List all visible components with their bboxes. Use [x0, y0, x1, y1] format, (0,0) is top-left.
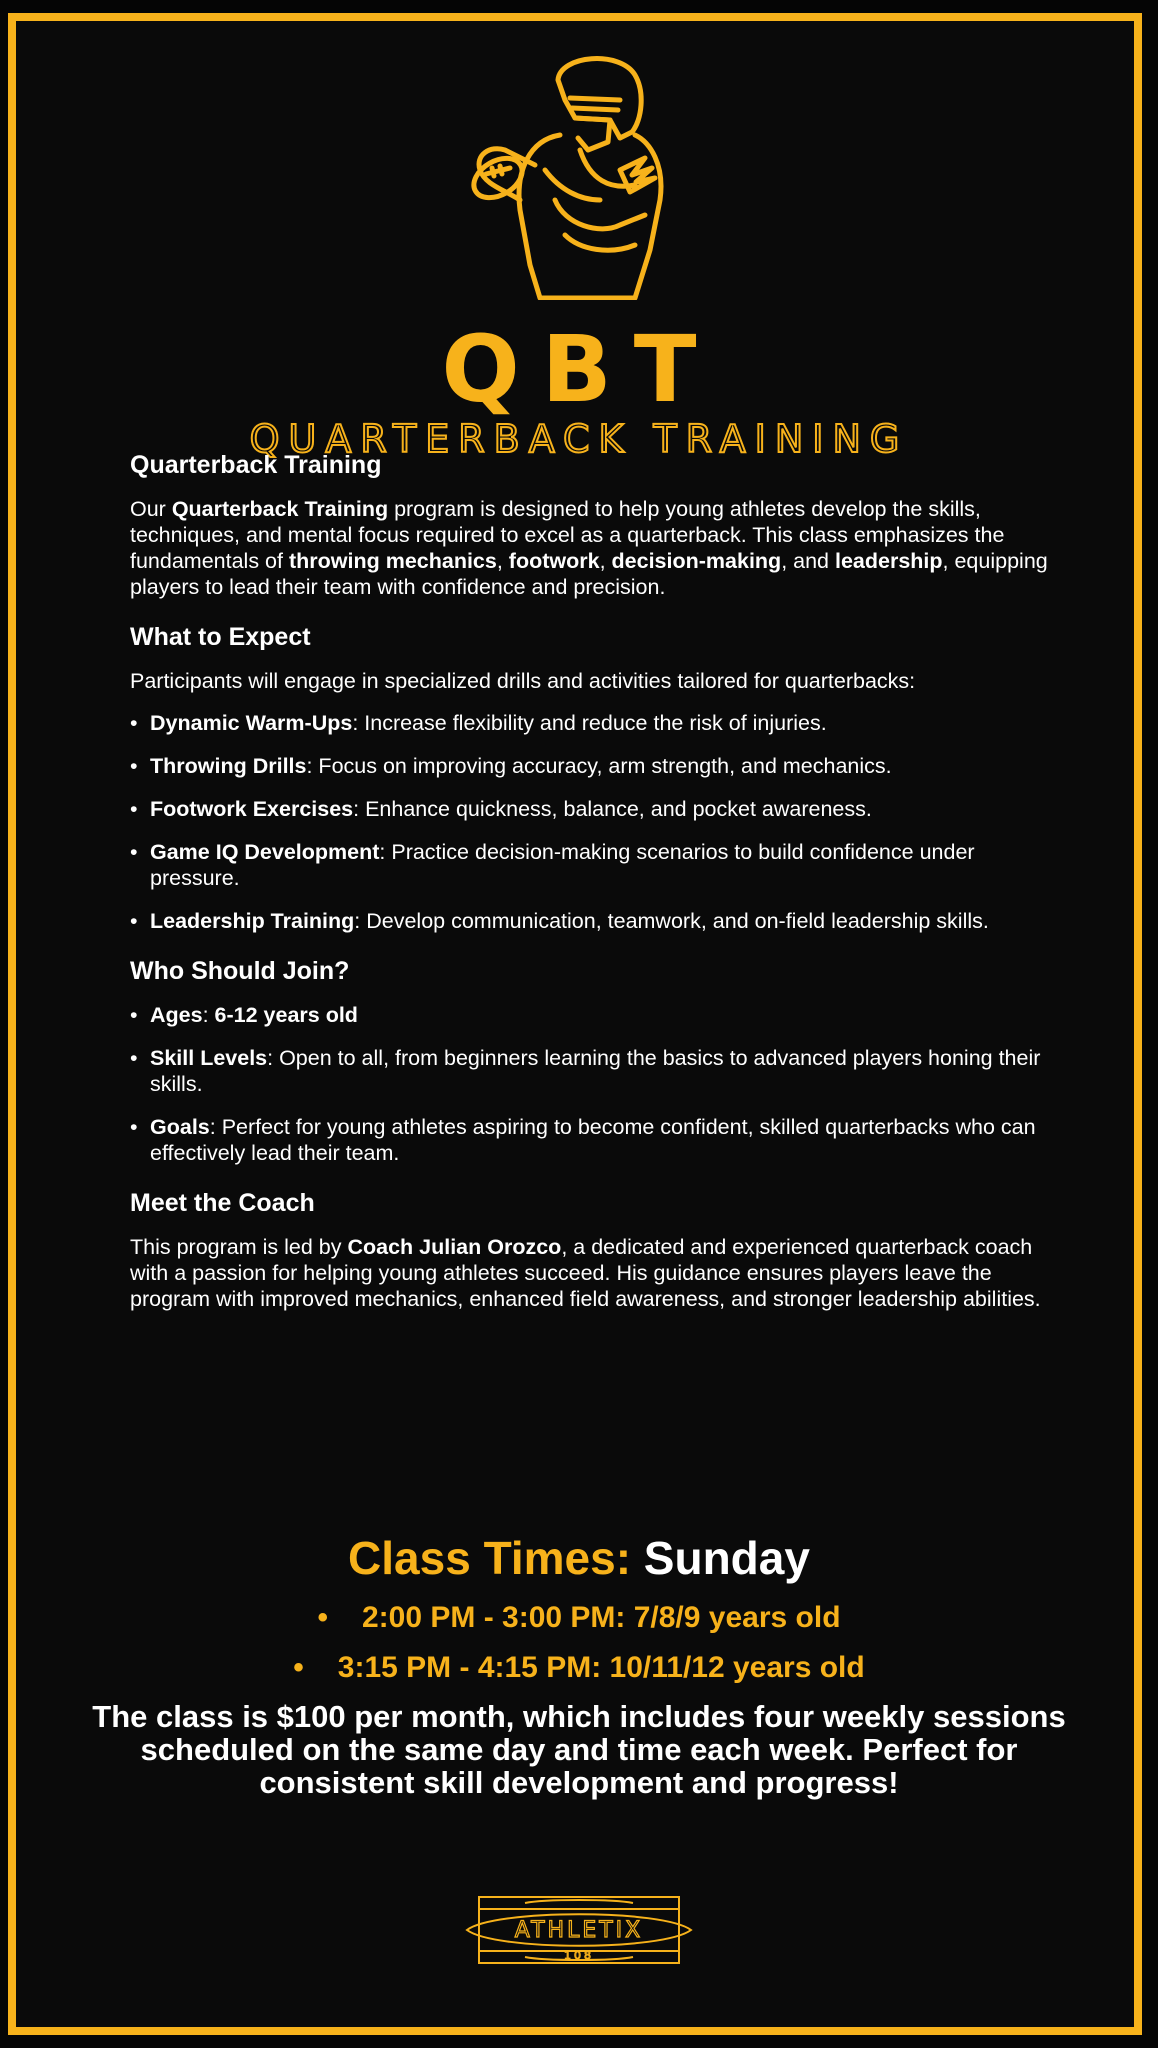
- class-times-label: Class Times:: [348, 1532, 632, 1584]
- athletix-number: 108: [564, 1949, 594, 1962]
- expect-list: [130, 710, 1050, 934]
- list-item: • Skill Levels: Open to all, from beginners learning the basics to advanced players honing their skills.: [130, 1045, 1050, 1097]
- intro-paragraph: Our Quarterback Training program is designed to help young athletes develop the skills, techniques, and mental focus required to excel as a quarterback. This class emphasizes the fundamentals of throwing mechanics, footwork, decision-making, and leadership, equipping players to lead their team with confidence and precision.: [130, 497, 1048, 599]
- quarterback-illustration-icon: [460, 50, 700, 300]
- list-item: • Goals: Perfect for young athletes aspiring to become confident, skilled quarterbacks who can effectively lead their team.: [130, 1114, 1050, 1166]
- pricing-text: The class is $100 per month, which includes four weekly sessions scheduled on the same day and time each week. Perfect for consistent skill development and progress!: [92, 1699, 1066, 1800]
- class-times: [0, 1530, 1158, 1686]
- list-item: • Game IQ Development: Practice decision-making scenarios to build confidence under pressure.: [130, 839, 1050, 891]
- time-slot: • 2:00 PM - 3:00 PM: 7/8/9 years old: [317, 1601, 841, 1634]
- join-heading: Who Should Join?: [130, 957, 350, 985]
- quarterback-training-title: QUARTERBACK TRAINING: [249, 417, 909, 461]
- class-day: Sunday: [643, 1532, 810, 1584]
- athletix-logo-icon: [465, 1895, 693, 1965]
- qbt-logo: [0, 50, 1158, 461]
- intro-heading: Quarterback Training: [130, 451, 382, 479]
- coach-paragraph: This program is led by Coach Julian Orozco, a dedicated and experienced quarterback coach with a passion for helping young athletes succeed. His guidance ensures players leave the program with improved mechanics, enhanced field awareness, and stronger leadership abilities.: [130, 1235, 1041, 1311]
- qbt-logo-text: QBT: [441, 316, 719, 423]
- list-item: • Footwork Exercises: Enhance quickness, balance, and pocket awareness.: [130, 796, 1050, 822]
- time-slot: • 3:15 PM - 4:15 PM: 10/11/12 years old: [293, 1651, 865, 1684]
- list-item: • Throwing Drills: Focus on improving accuracy, arm strength, and mechanics.: [130, 753, 1050, 779]
- class-times-heading: [0, 1530, 1158, 1586]
- list-item: • Dynamic Warm-Ups: Increase flexibility and reduce the risk of injuries.: [130, 710, 1050, 736]
- program-description: [130, 450, 1050, 1328]
- expect-lead: Participants will engage in specialized drills and activities tailored for quarterbacks:: [130, 669, 916, 693]
- athletix-name: ATHLETIX: [514, 1918, 644, 1943]
- list-item: • Ages: 6-12 years old: [130, 1002, 1050, 1028]
- list-item: • Leadership Training: Develop communication, teamwork, and on-field leadership skills.: [130, 908, 1050, 934]
- coach-heading: Meet the Coach: [130, 1189, 315, 1217]
- join-list: [130, 1002, 1050, 1166]
- expect-heading: What to Expect: [130, 623, 311, 651]
